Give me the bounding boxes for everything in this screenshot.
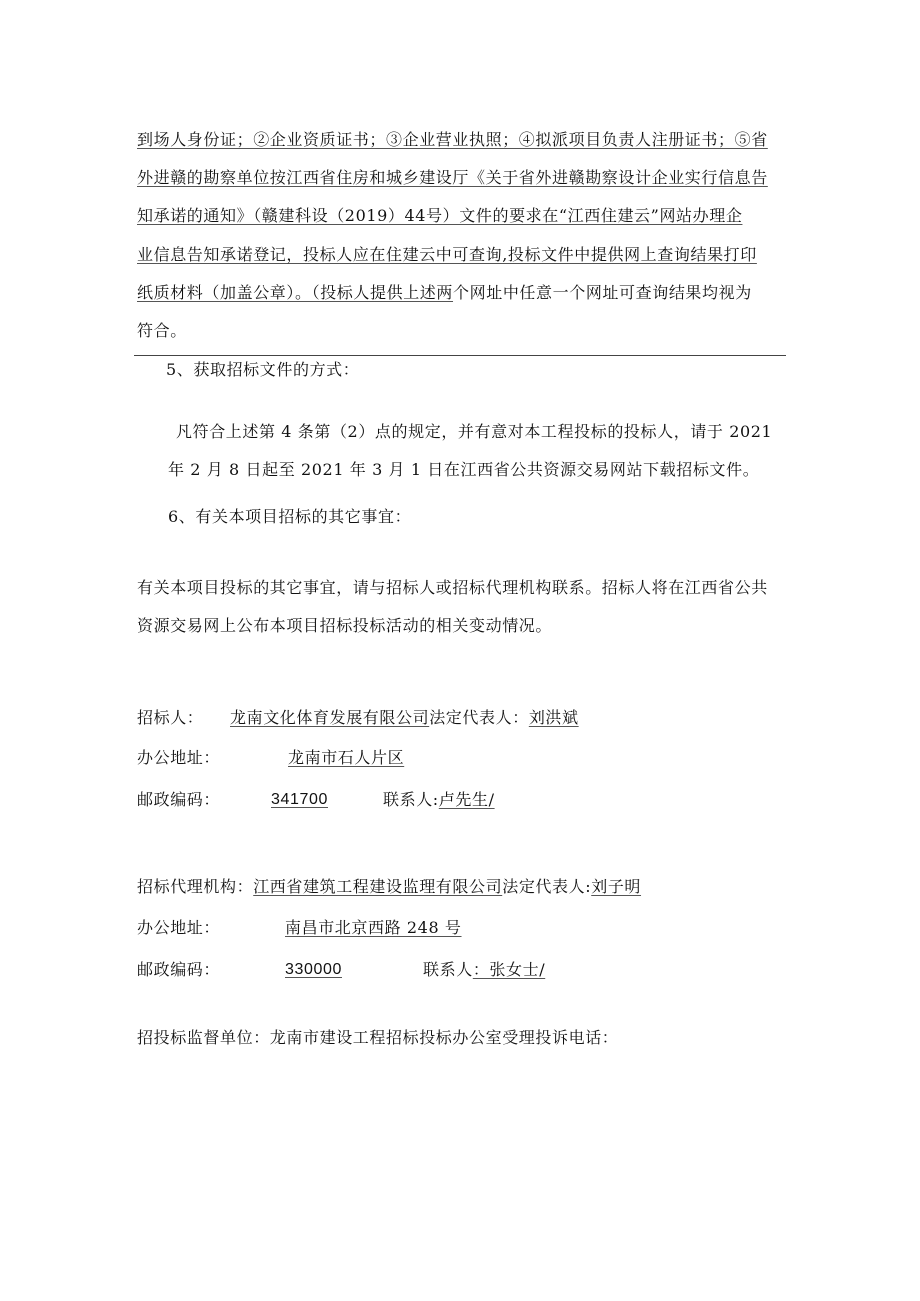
agency-name: 江西省建筑工程建设监理有限公司 (253, 877, 503, 896)
tenderer-postcode-label: 邮政编码： (137, 790, 221, 809)
paragraph-line (137, 130, 787, 150)
agency-contact: ：张女士/ (472, 960, 546, 979)
agency-postcode: 330000 (285, 961, 342, 978)
tenderer-name: 龙南文化体育发展有限公司 (230, 708, 430, 727)
agency-rep: 刘子明 (591, 877, 642, 896)
horizontal-rule (134, 355, 786, 356)
agency-contact-label: 联系人 (423, 960, 473, 979)
tenderer-rep-label: 法定代表人： (429, 708, 529, 727)
plain-text: 符合。 (137, 321, 187, 340)
paragraph-line (137, 168, 787, 188)
tenderer-label: 招标人： (137, 708, 204, 727)
agency-address: 南昌市北京西路 248 号 (285, 918, 462, 937)
agency-address-label: 办公地址： (137, 918, 221, 937)
tenderer-rep: 刘洪斌 (528, 708, 579, 727)
paragraph-line (137, 245, 787, 265)
section-6-body-line: 有关本项目投标的其它事宜，请与招标人或招标代理机构联系。招标人将在江西省公共 (137, 578, 768, 597)
paragraph-line (137, 321, 787, 341)
supervisor-line: 招投标监督单位：龙南市建设工程招标投标办公室受理投诉电话： (137, 1028, 619, 1047)
agency-postcode-label: 邮政编码： (137, 960, 221, 979)
underlined-text: 外进赣的勘察单位按江西省住房和城乡建设厅《关于省外进赣勘察设计企业实行信息告 (137, 168, 768, 187)
underlined-text: 业信息告知承诺登记，投标人应在住建云中可查询,投标文件中提供网上查询结果打印 (137, 245, 757, 264)
agency-rep-label: 法定代表人: (502, 877, 592, 896)
section-5-body-line: 年 2 月 8 日起至 2021 年 3 月 1 日在江西省公共资源交易网站下载招标文件。 (168, 460, 760, 479)
tenderer-postcode: 341700 (271, 791, 328, 808)
tenderer-address: 龙南市石人片区 (288, 748, 405, 767)
section-5-heading: 5、获取招标文件的方式： (166, 360, 360, 379)
underlined-text: 到场人身份证；②企业资质证书；③企业营业执照；④拟派项目负责人注册证书；⑤省 (137, 130, 768, 149)
agency-row (137, 877, 641, 897)
underlined-text: 纸质材料（加盖公章）。（投标人提供上述两 (137, 283, 454, 302)
underlined-text: 知承诺的通知》（赣建科设（2019）44号）文件的要求在“江西住建云”网站办理企 (137, 206, 743, 225)
agency-contact-row (423, 960, 545, 980)
paragraph-line (137, 283, 787, 303)
section-6-body-line: 资源交易网上公布本项目招标投标活动的相关变动情况。 (137, 616, 553, 635)
tenderer-contact-label: 联系人: (383, 790, 439, 809)
tenderer-row (230, 708, 579, 728)
section-6-heading: 6、有关本项目招标的其它事宜： (168, 507, 412, 526)
paragraph-line (137, 206, 787, 226)
plain-text: 个网址中任意一个网址可查询结果均视为 (453, 283, 752, 302)
section-5-body-line: 凡符合上述第 4 条第（2）点的规定，并有意对本工程投标的投标人，请于 2021 (176, 422, 773, 441)
agency-label: 招标代理机构： (137, 877, 254, 896)
tenderer-contact: 卢先生/ (438, 790, 495, 809)
tenderer-address-label: 办公地址： (137, 748, 221, 767)
tenderer-contact-row (383, 790, 495, 810)
